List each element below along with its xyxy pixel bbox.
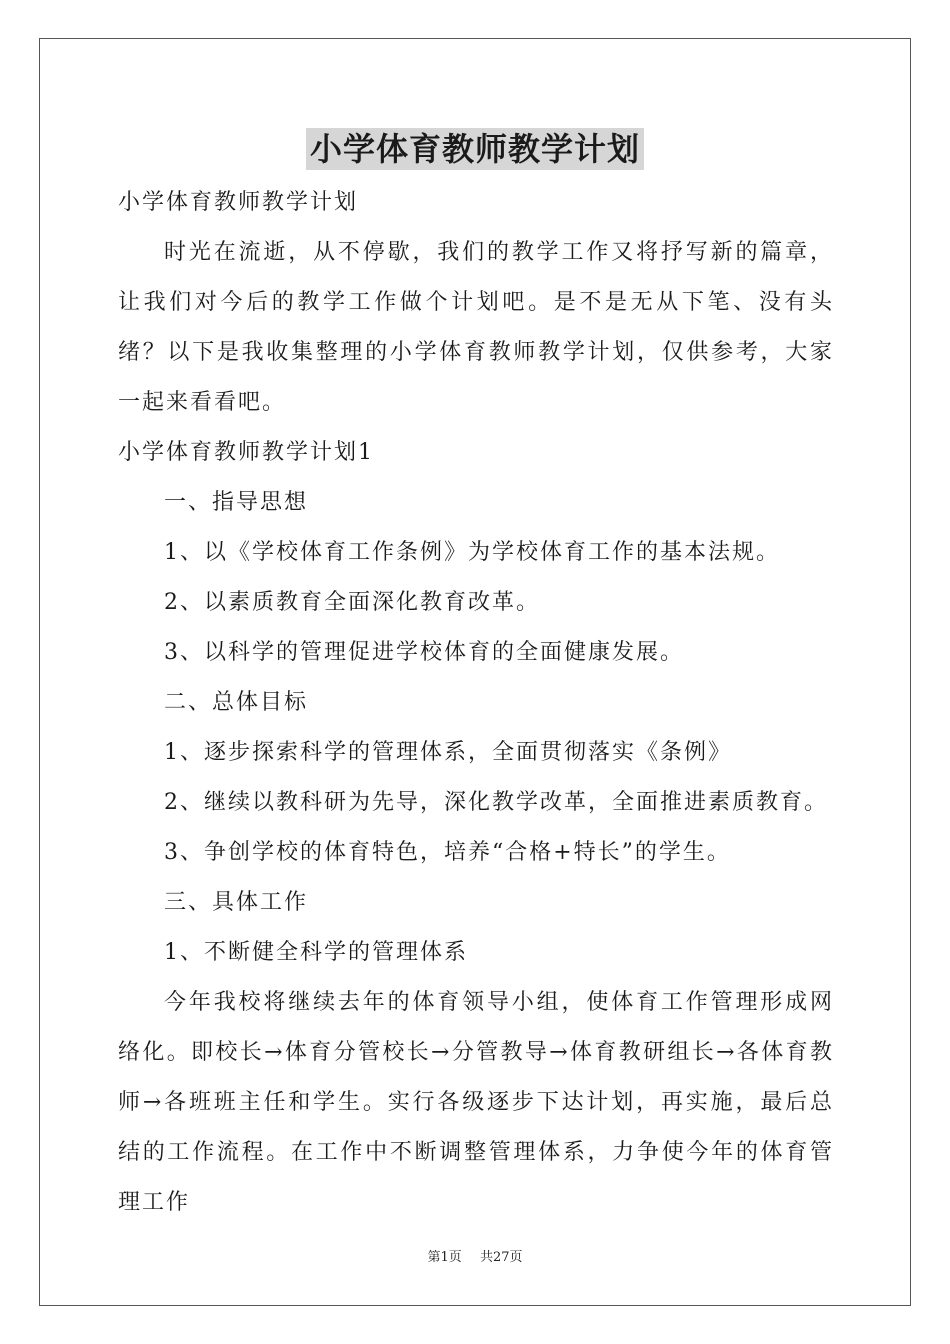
paragraph-item: 2、以素质教育全面深化教育改革。 bbox=[164, 590, 540, 615]
paragraph-item: 2、继续以教科研为先导，深化教学改革，全面推进素质教育。 bbox=[164, 790, 828, 815]
paragraph-item: 1、不断健全科学的管理体系 bbox=[164, 940, 468, 965]
document-title-container bbox=[0, 124, 950, 170]
paragraph-item: 3、以科学的管理促进学校体育的全面健康发展。 bbox=[164, 640, 684, 665]
page-number: 第1页 bbox=[427, 1250, 462, 1265]
paragraph-item: 1、逐步探索科学的管理体系，全面贯彻落实《条例》 bbox=[164, 740, 732, 765]
document-title: 小学体育教师教学计划 bbox=[306, 128, 644, 170]
paragraph-section-heading: 小学体育教师教学计划1 bbox=[118, 440, 374, 465]
paragraph-subtitle: 小学体育教师教学计划 bbox=[118, 190, 359, 215]
page-total: 共27页 bbox=[479, 1250, 523, 1265]
paragraph-item: 3、争创学校的体育特色，培养“合格+特长”的学生。 bbox=[164, 840, 731, 865]
paragraph-intro: 时光在流逝，从不停歇，我们的教学工作又将抒写新的篇章，让我们对今后的教学工作做个计划吧。是不是无从下笔、没有头绪？以下是我收集整理的小学体育教师教学计划，仅供参考，大家一起来看看吧。 bbox=[118, 240, 834, 415]
document-body bbox=[118, 178, 834, 1228]
page-footer bbox=[0, 1246, 950, 1265]
paragraph-item: 1、以《学校体育工作条例》为学校体育工作的基本法规。 bbox=[164, 540, 780, 565]
paragraph-body: 今年我校将继续去年的体育领导小组，使体育工作管理形成网络化。即校长→体育分管校长→分管教导→体育教研组长→各体育教师→各班班主任和学生。实行各级逐步下达计划，再实施，最后总结的工作流程。在工作中不断调整管理体系，力争使今年的体育管理工作 bbox=[118, 990, 834, 1215]
paragraph-heading-goals: 二、总体目标 bbox=[164, 690, 309, 715]
paragraph-heading-guiding: 一、指导思想 bbox=[164, 490, 309, 515]
paragraph-heading-work: 三、具体工作 bbox=[164, 890, 309, 915]
